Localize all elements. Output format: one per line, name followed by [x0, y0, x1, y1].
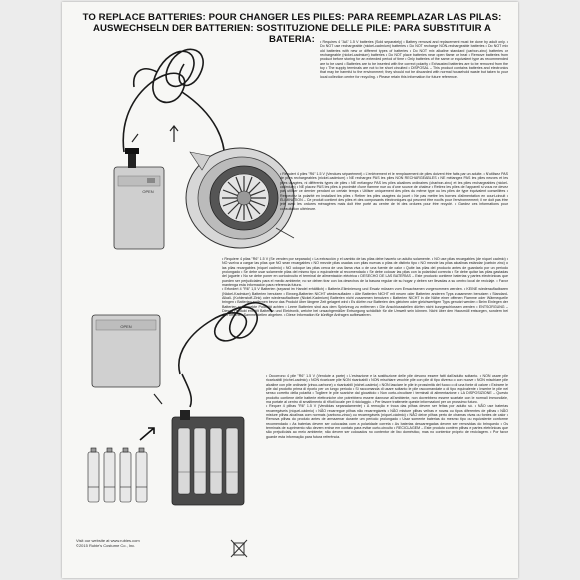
- wire-coil-middle: [179, 303, 272, 407]
- instructions-english: • Requires 4 "AA" 1.5 V batteries (Sold separately) • Battery removal and replacement must be done by adult only. • Do NOT use rechargeable (nickel-cadmium) batteries • Do NOT recharge NON-rechargeable batteries • Do NOT mix old batteries with new or different types of batteries • Do NOT mix alkaline standard (carbon-zinc) batteries or rechargeable (nickel-cadmium) batteries • Do NOT place batteries near open flame or heat • Remove batteries from product before storing for an extended period of time • Only batteries of the same or equivalent type as recommended are to be used • Batteries are to be inserted with the correct polarity • Exhausted batteries are to be removed from the toy • The supply terminals are not to be short circuited • DISPOSAL – This product contains batteries and electronics that may be harmful to the environment; they should not be discarded with normal household waste but taken to your local collection centre for recycling. • Please retain this information for future reference.: [320, 40, 508, 79]
- footer-website: Visit our website at www.rubies.com: [76, 538, 140, 543]
- insert-arrow-icon: [140, 428, 154, 440]
- aa-batteries-loose: [88, 448, 147, 502]
- instructions-italian: • Occorrono 4 pile "R6" 1.5 V (Vendute a parte) • L'estrazione e la sostituzione delle pile devono essere fatti dall'adulto soltanto. • NON usare pile ricaricabili (nichel-cadmio) • NON ricaricare pile NON ricaricabili • NON mischiare vecchie pile con pile di tipo diverso o con nuove • NON mischiare pile alcaline con pile ordinarie (zinco-carbone) o ricaricabili (nichel-cadmio) • NON lasciare le pile in prossimità del fuoco o di una fonte di calore • Estrarre le pile dal prodotto prima di riporlo per un lungo periodo • Si raccomanda di usare soltanto le pile raccomandate o di tipo equivalente • Inserire le pile nel senso corretto della polarità • Togliere le pile scariche dal giocattolo • Non corto-circuitare i terminali di alimentazione • LA DISPOSIZIONE – Questo prodotto contiene delle batterie elettroniche che potrebbero essere dannose all'ambiente, non dovrebbero essere scartate con le normali immondizie, ma portate al centro di smaltimento di rifiuti locale per il riciclaggio. • Per favore trattenete queste informazioni per un prossimo futuro.: [266, 374, 508, 405]
- instructions-german: • Erfordert 4 "R6" 1,5 V Batterien (separat im Handel erhältlich) • Batterie-Eliminierung und Ersatz müssen vom Erwachsenen vorgenommen werden. • KEINE wiederaufladbaren (Nickel-Kadmium) Batterien benutzen • Einweg-Batterien NICHT wiederaufladen • Alte Batterien NICHT mit neuen oder Batterien anderen Typs zusammen benutzen • Standard-Alkali- (Kohlenstoff-Zink) oder wiederaufladbare (Nickel-Kadmium) Batterien nicht zusammen benutzen • Batterien NICHT in die Nähe einer offenen Flamme oder Wärmequelle bringen • Batterien entfernen bevor das Produkt über längere Zeit gelagert wird • Es dürfen nur Batterien des gleichen oder gleichwertigen Typs genutzt werden • Beim Einlegen der Batterien auf korrekte Polarität achten • Leere Batterien sind aus dem Spielzeug zu entfernen • Die Anschlussstellen dürfen nicht kurzgeschlossen werden • ENTSORGUNG – Dieses Produkt enthält Batterien und Elektronik, welche bei unsachgemäßer Entsorgung schädlich für die Umwelt sein können. Nicht über den Hausmüll entsorgen, sondern bei den örtlichen Sammelstellen abgeben. • Diese Information für künftige Anfragen aufbewahren.: [222, 287, 508, 318]
- battery-pack-open: [140, 410, 244, 505]
- instructions-spanish-german: [222, 257, 508, 318]
- instructions-french: • Requiert 4 piles "R6" 1.5 V (Vendues séparément) • L'enlèvement et le remplacement de piles doivent être faits par un adulte. • N'utilisez PAS de piles rechargeables (nickel-cadmium) • NE rechargez PAS les piles NON RECHARGEABLES • NE mélangez PAS les piles neuves et les piles usagées, ni différents types de piles • NE mélangez PAS les piles alcalines ordinaires (charbon-zinc) et les piles rechargeables (nickel-cadmium) • NE placez PAS les piles à proximité d'une flamme nue ou d'une source de chaleur • Retirez les piles de l'appareil si vous ne devez pas utiliser ce dernier pendant un certain temps • Utiliser uniquement des piles du même type ou les piles de type équivalent conseillées • Respectez la polarité en installant les piles • Retirer les piles usagées du jouet • Ne pas mettre les bornes d'alimentation en court-circuit • ÉLIMINATION – Ce produit contient des piles et des composants électroniques qui peuvent être nocifs pour l'environnement; il ne doit pas être jeté avec les ordures ménagères mais doit être porté au centre de tri des ordures pour être recyclé. • Gardez ces informations pour consultation ultérieure.: [280, 172, 508, 211]
- instruction-sheet: [62, 2, 518, 578]
- instructions-portuguese: • Requer 4 pilhas "R6" 1.5 V (Vendidas separadamente) • A remoção e troca das pilhas devem ser feitas por adulto só. • NÃO use baterias recarregáveis (níquel-cádmio) • NÃO recarregue pilhas não recarregáveis • NÃO misture pilhas velhas e novas ou tipos diferentes de pilhas • NÃO misture pilhas alcalinas com normais (carbono-zinco) ou recarregáveis (níquel-cádmio) • NÃO deixe pilhas perto de chamas vivas ou fontes de calor • Remova pilhas do produto antes de armazenar durante um período prolongado • Usar somente baterias do mesmo tipo ou equivalente conforme recomendado • As baterias devem ser colocadas com a polaridade correta • As baterias descarregadas devem ser removidas do brinquedo • Os terminais de suprimento não devem entrar em contato para evitar curto-circuito • RECICLAGEM – Este produto contém pilhas e partes eletrônicas que são prejudiciais ao meio ambiente; não devem ser colocados no contentor de lixo doméstico, mas no contentor próprio de reciclagem. • Por favor guarde esta informação para futura referência.: [266, 404, 508, 439]
- battery-pack-open-label: OPEN: [142, 189, 154, 194]
- pack-open-label: OPEN: [120, 324, 132, 329]
- fan-unit: [186, 148, 294, 248]
- instructions-italian-portuguese: [266, 374, 508, 439]
- crossed-bin-icon: [227, 536, 251, 560]
- title-line-1: TO REPLACE BATTERIES: POUR CHANGER LES PILES: PARA REEMPLAZAR LAS PILAS:: [82, 12, 502, 23]
- instructions-spanish: • Requiere 4 pilas "R6" 1.5 V (Se venden por separado) • La extracción y el cambio de las pilas debe hacerlo un adulto solamente. • NO use pilas recargables (de níquel cadmio) • NO vuelva a cargar las pilas que NO sean recargables • NO mezcle pilas usadas con pilas nuevas o pilas de distinto tipo • NO mezcle las pilas alcalinas estándar (carbón zinc) o las pilas recargables (níquel cadmio) • NO coloque las pilas cerca de una llama viva o de una fuente de calor • Quite las pilas del producto antes de guardarlo por un periodo prolongado • Se debe usar solamente pilas del mismo tipo o equivalente al recomendado • Se debe colocar las pilas con la polaridad correcta • Se debe quitar las pilas gastadas del juguete • No se debe poner en cortocircuito el terminal de alimentación eléctrica • DESECHO DE LAS BATERÍAS – Este producto contiene baterías y partes electrónicas que pueden ser perjudiciales para el medio ambiente; no se deben tirar con los desechos de la basura regular de su hogar y deben ser llevadas a su centro local de reciclaje. • Favor mantenga esta información para referencia futura.: [222, 257, 508, 288]
- footer: [76, 538, 140, 548]
- title-line-2: AUSWECHSELN DER BATTERIEN: SOSTITUZIONE DELLE PILE: PARA SUBSTITUIR A BATERIA:: [92, 23, 492, 45]
- arrow-up-icon: [170, 126, 178, 142]
- footer-copyright: ©2015 Rubie's Costume Co., Inc.: [76, 543, 136, 548]
- arrow-icon: [132, 134, 138, 142]
- battery-pack-closed-middle: [92, 315, 162, 404]
